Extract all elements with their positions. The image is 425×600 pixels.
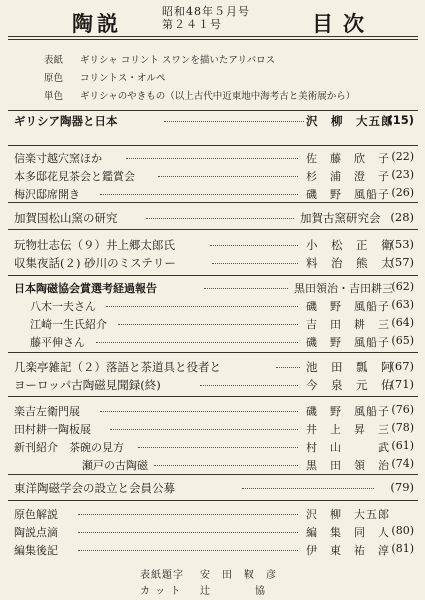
toc-entry[interactable]: 収集夜話(２) 砂川のミステリー 料 治 熊 太 (57) (14, 255, 414, 270)
toc-entry[interactable]: 日本陶磁協会賞選考経過報告 黒田領治・吉田耕三 (62) (14, 280, 414, 295)
staff-credit-title: 表紙題字 安 田 靫 彦 (140, 570, 277, 581)
plate-credits (44, 52, 355, 106)
issue-date: 昭和48年５月号 (162, 5, 250, 18)
magazine-header (72, 4, 402, 36)
magazine-title: 陶説 (72, 11, 122, 36)
credit-mono: 単色 ギリシャのやきもの（以上古代中近東地中海考古と美術展から） (44, 91, 356, 102)
toc-entry[interactable]: 楽吉左衛門展 磯 野 風船子 (76) (14, 403, 414, 418)
toc-entry[interactable]: 瀬戸の古陶磁 黒 田 領 治 (74) (82, 457, 414, 472)
toc-entry[interactable]: 江崎一生氏紹介 吉 田 耕 三 (64) (30, 316, 414, 331)
header-rule-top (8, 36, 418, 37)
credit-cover: 表紙 ギリシャ コリント スワンを描いたアリバロス (44, 55, 276, 66)
toc-entry[interactable]: 藤平伸さん 磯 野 風船子 (65) (30, 334, 414, 349)
toc-entry[interactable]: 田村耕一陶板展 井 上 昇 三 (78) (14, 421, 414, 436)
section-rule (8, 474, 418, 475)
section-rule (8, 500, 418, 501)
credit-color: 原色 コリントス・オルペ (44, 73, 166, 84)
section-rule (8, 275, 418, 276)
staff-credit-cut: カ ッ ト 辻 協 (140, 586, 266, 597)
section-rule (8, 145, 418, 146)
issue-number: 第２４１号 (162, 18, 222, 31)
toc-entry[interactable]: 本多邸花見茶会と鑑賞会 杉 浦 澄 子 (23) (14, 168, 414, 183)
toc-entry[interactable]: 八木一夫さん 磯 野 風船子 (63) (30, 298, 414, 313)
toc-entry[interactable]: 加賀国松山窯の研究 加賀古窯研究会 (28) (14, 210, 414, 225)
toc-entry[interactable]: 陶説点滴 編 集 同 人 (80) (14, 524, 414, 539)
section-rule (8, 352, 418, 353)
section-rule (8, 229, 418, 230)
toc-entry[interactable]: 東洋陶磁学会の設立と会員公募 (79) (14, 480, 414, 495)
toc-entry[interactable]: ヨーロッパ古陶磁見聞録(終) 今 泉 元 佑 (71) (14, 377, 414, 392)
toc-entry[interactable]: 原色解説 沢 柳 大五郎 (14, 508, 390, 521)
contents-title: 目次 (312, 11, 374, 36)
section-rule (8, 202, 418, 203)
section-rule (8, 396, 418, 397)
header-rule-bottom (8, 39, 418, 40)
issue-info (162, 5, 250, 31)
toc-entry[interactable]: 新刊紹介 茶碗の見方 村 山 武 (61) (14, 439, 414, 454)
toc-entry[interactable]: 几楽亭雑記（２）落語と茶道具と役者と 池 田 瓢 阿 (67) (14, 359, 414, 374)
toc-entry[interactable]: ギリシア陶器と日本 沢 柳 大五郎 (15) (14, 113, 414, 128)
toc-entry[interactable]: 信楽寸越穴窯ほか 佐 藤 欣 子 (22) (14, 150, 414, 165)
toc-entry[interactable]: 玩物壮志伝（９）井上郷太郎氏 小 松 正 衛 (53) (14, 237, 414, 252)
toc-entry[interactable]: 編集後記 伊 東 祐 淳 (81) (14, 542, 414, 557)
toc-entry[interactable]: 梅沢邸席開き 磯 野 風船子 (26) (14, 186, 414, 201)
